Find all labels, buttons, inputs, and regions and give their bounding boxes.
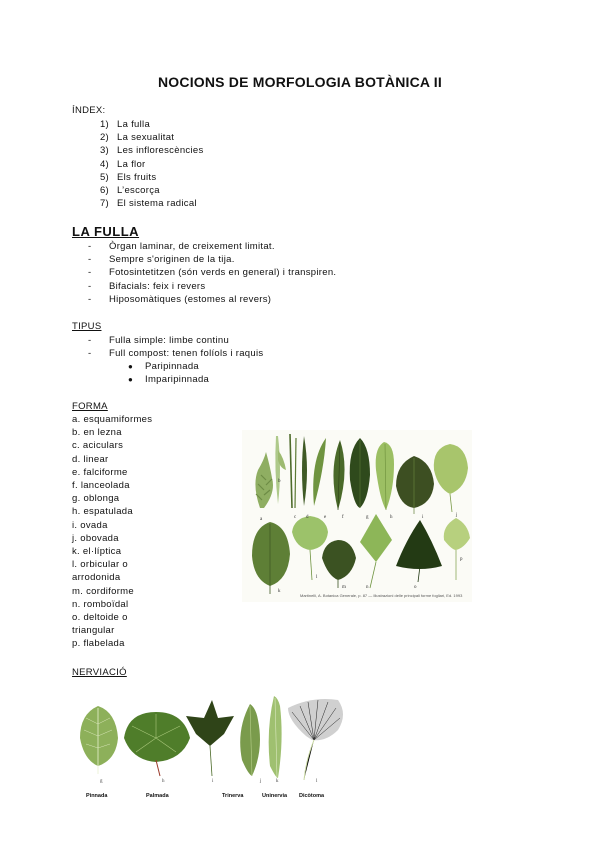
list-item: arrodonida	[72, 572, 121, 584]
leaf-l-orbicular	[292, 516, 328, 580]
index-heading: ÍNDEX:	[72, 105, 106, 116]
list-item: o. deltoide o	[72, 612, 128, 624]
leaf-d-linear	[302, 436, 307, 506]
plate-letter: i	[422, 515, 424, 520]
leaf-pinnate	[80, 706, 118, 774]
venation-letter: i	[212, 779, 214, 784]
plate-letter: b	[278, 479, 281, 484]
list-item: - Bifacials: feix i revers	[88, 280, 206, 292]
index-item: 7) El sistema radical	[99, 198, 197, 210]
tipus-list	[88, 334, 263, 360]
leaf-a-esquamiformes	[255, 452, 273, 508]
leaf-palmate	[124, 712, 190, 776]
plate-letter: a	[260, 517, 263, 522]
plate-letter: l	[316, 575, 318, 580]
venation-label-uninervia: Uninervia	[262, 793, 288, 799]
index-item: 2) La sexualitat	[99, 132, 175, 144]
plate-letter: c	[294, 515, 297, 520]
nerviacio-heading: NERVIACIÓ	[72, 667, 127, 678]
list-item: a. esquamiformes	[72, 414, 153, 425]
list-item: ● Paripinnada	[128, 361, 200, 372]
venation-letter: k	[276, 779, 279, 784]
plate-letter: j	[456, 513, 458, 518]
la-fulla-heading: LA FULLA	[72, 224, 140, 239]
list-item: p. flabelada	[72, 638, 125, 650]
index-item: 4) La flor	[99, 158, 146, 170]
venation-illustration	[76, 690, 366, 795]
list-item: - Full compost: tenen folíols i raquis	[88, 348, 264, 360]
leaf-h-espatulada	[376, 442, 394, 510]
index-list	[88, 118, 204, 210]
list-item: - Fotosintetitzen (són verds en general) i transpiren.	[88, 267, 337, 279]
list-item: b. en lezna	[72, 427, 122, 439]
tipus-sublist	[128, 360, 209, 386]
venation-letter: l	[316, 779, 318, 784]
list-item: - Sempre s'originen de la tija.	[88, 254, 235, 266]
list-item: i. ovada	[72, 519, 108, 531]
leaf-n-romboidal	[360, 514, 392, 588]
leaf-o-deltoide	[396, 520, 442, 582]
leaf-trinerved	[186, 700, 234, 776]
leaf-uninerved-1	[240, 704, 260, 776]
list-item: m. cordiforme	[72, 585, 134, 597]
list-item: - Hiposomàtiques (estomes al revers)	[88, 293, 272, 305]
venation-figure	[76, 690, 366, 795]
list-item: - Òrgan laminar, de creixement limitat.	[88, 241, 275, 252]
plate-letter: h	[390, 515, 393, 520]
venation-label-palmada: Palmada	[146, 793, 169, 799]
list-item: j. obovada	[72, 532, 119, 544]
leaf-k-el-liptica	[252, 522, 290, 594]
list-item: k. el·líptica	[72, 546, 122, 558]
leaf-m-cordiforme	[322, 540, 356, 588]
leaf-dichotomous	[288, 699, 343, 780]
forma-heading: FORMA	[72, 401, 108, 412]
list-item: triangular	[72, 625, 115, 637]
list-item: l. orbicular o	[72, 559, 128, 571]
list-item: c. aciculars	[72, 440, 124, 452]
list-item: e. falciforme	[72, 466, 128, 478]
plate-letter: p	[460, 557, 463, 562]
leaf-shapes-illustration	[242, 430, 472, 602]
tipus-heading: TIPUS	[72, 321, 102, 332]
leaf-f-lanceolada	[333, 440, 344, 510]
leaf-c-aciculars	[290, 434, 296, 508]
plate-letter: n	[366, 585, 369, 590]
list-item: d. linear	[72, 453, 109, 465]
plate-letter: k	[278, 589, 281, 594]
index-item: 5) Els fruits	[99, 171, 157, 183]
figure-caption: Martinelli, A. Botanica Generale, p. 87 — Illustrazioni delle principali forme fogliari, Ed. 1993	[300, 593, 463, 598]
plate-letter: m	[342, 585, 346, 590]
plate-letter: g	[366, 515, 369, 520]
leaf-e-falciforme	[313, 438, 326, 506]
venation-label-trinerva: Trinerva	[222, 793, 244, 799]
plate-letter: e	[324, 515, 327, 520]
index-item: 6) L’escorça	[99, 185, 160, 197]
leaf-p-flabelada	[444, 518, 470, 580]
list-item: n. romboïdal	[72, 598, 129, 610]
list-item: - Fulla simple: limbe continu	[88, 335, 230, 346]
index-item: 1) La fulla	[99, 119, 151, 130]
forma-list	[72, 413, 162, 651]
index-item: 3) Les inflorescències	[99, 145, 204, 157]
plate-letter: d	[306, 515, 309, 520]
leaf-shapes-figure	[242, 430, 472, 602]
plate-letter: o	[414, 585, 417, 590]
plate-letter: f	[342, 515, 344, 520]
list-item: f. lanceolada	[72, 480, 130, 492]
venation-letter: h	[162, 779, 165, 784]
leaf-uninerved-2	[269, 696, 282, 778]
venation-letter: g	[100, 779, 103, 784]
page-title: NOCIONS DE MORFOLOGIA BOTÀNICA II	[157, 74, 442, 90]
la-fulla-list	[88, 240, 336, 306]
venation-letter: j	[260, 779, 262, 784]
leaf-j-obovada	[434, 444, 468, 512]
leaf-g-oblonga	[350, 438, 370, 508]
list-item: h. espatulada	[72, 506, 133, 518]
leaf-i-ovada	[396, 456, 434, 514]
venation-label-dicotoma: Dicòtoma	[299, 793, 325, 799]
leaf-b-en-lezna	[275, 436, 286, 504]
list-item: ● Imparipinnada	[128, 374, 210, 386]
venation-label-pinnada: Pinnada	[86, 793, 108, 799]
list-item: g. oblonga	[72, 493, 120, 505]
